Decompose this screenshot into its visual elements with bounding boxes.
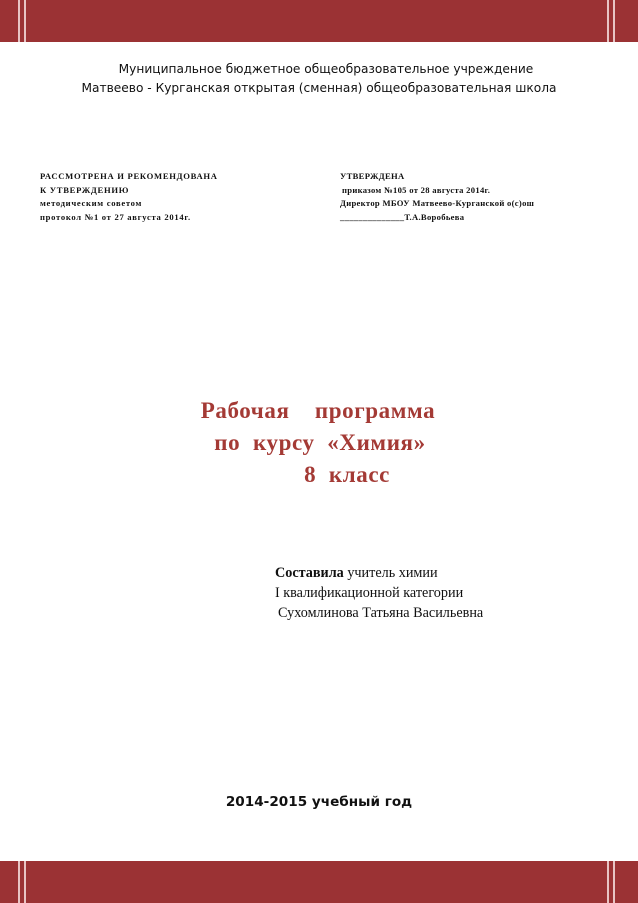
band-stripe <box>613 0 615 42</box>
bottom-decorative-band <box>0 861 638 903</box>
academic-year: 2014-2015 учебный год <box>225 794 413 810</box>
approved-line1: УТВЕРЖДЕНА <box>340 171 405 181</box>
school-header-line2: Матвеево - Курганская открытая (сменная) общеобразовательная школа <box>81 81 557 95</box>
school-header <box>40 60 598 98</box>
top-decorative-band <box>0 0 638 42</box>
considered-line2: К УТВЕРЖДЕНИЮ <box>40 184 130 195</box>
approved-line3: Директор МБОУ Матвеево-Курганской о(с)ош <box>340 198 535 208</box>
school-header-line1: Муниципальное бюджетное общеобразовательное учреждение <box>118 62 534 76</box>
considered-line3: методическим советом <box>40 198 143 208</box>
program-title-line1: Рабочая программа <box>200 398 436 423</box>
author-category: I квалификационной категории <box>275 585 464 601</box>
author-line1 <box>275 563 625 583</box>
author-role: учитель химии <box>343 565 438 581</box>
program-title-line2: по курсу «Химия» <box>214 430 426 455</box>
approved-line2: приказом №105 от 28 августа 2014г. <box>342 184 491 195</box>
band-stripe <box>18 0 20 42</box>
author-name: Сухомлинова Татьяна Васильевна <box>278 605 484 621</box>
author-label: Составила <box>275 565 344 581</box>
program-title-line3: 8 класс <box>304 462 390 487</box>
author-block <box>275 563 625 623</box>
approved-line4: ______________Т.А.Воробьева <box>340 211 465 222</box>
band-stripe <box>24 0 26 42</box>
band-stripe <box>613 861 615 903</box>
considered-block <box>40 170 310 224</box>
band-stripe <box>607 861 609 903</box>
program-title <box>100 395 540 491</box>
approved-block <box>340 170 630 224</box>
band-stripe <box>18 861 20 903</box>
considered-line4: протокол №1 от 27 августа 2014г. <box>40 211 191 222</box>
band-stripe <box>24 861 26 903</box>
considered-line1: РАССМОТРЕНА И РЕКОМЕНДОВАНА <box>40 171 218 181</box>
band-stripe <box>607 0 609 42</box>
